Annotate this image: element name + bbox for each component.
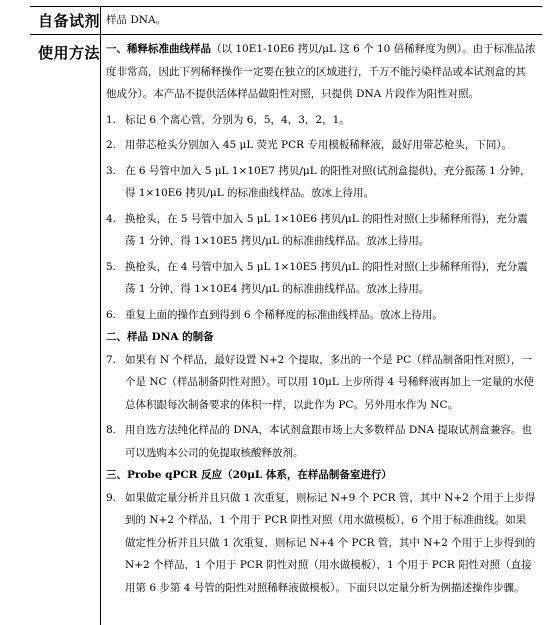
- reagent-method-table: [30, 6, 542, 625]
- item-text: 如果有 N 个样品，最好设置 N+2 个提取，多出的一个是 PC（样品制备阳性对照），一个是 NC（样品制备阴性对照）。可以用 10μL 上步所得 4 号稀释液再加上一定量的水使总体积跟每次制备要求的体积一样，以此作为 PC。另外用水作为 NC。: [125, 353, 534, 411]
- item-text: 重复上面的操作直到得到 6 个稀释度的标准曲线样品。放冰上待用。: [125, 308, 443, 321]
- list-item: [106, 109, 536, 132]
- list-item: [106, 349, 536, 417]
- section-2-heading: 二、样品 DNA 的制备: [106, 331, 214, 343]
- list-item: [106, 134, 536, 157]
- method-content: [106, 38, 536, 599]
- item-text: 换枪头，在 4 号管中加入 5 μL 1×10E5 拷贝/μL 的阳性对照(上步稀释所得)，充分震荡 1 分钟，得 1×10E4 拷贝/μL 的标准曲线样品。放冰上待用。: [125, 260, 528, 295]
- item-text: 换枪头，在 5 号管中加入 5 μL 1×10E6 拷贝/μL 的阳性对照(上步稀释所得)，充分震荡 1 分钟，得 1×10E5 拷贝/μL 的标准曲线样品。放冰上待用。: [125, 212, 528, 247]
- section-1: [106, 38, 536, 106]
- item-text: 标记 6 个离心管，分别为 6，5，4，3，2，1。: [125, 113, 350, 126]
- item-number: 8.: [106, 424, 117, 436]
- item-number: 5.: [106, 260, 117, 273]
- column-divider: [100, 6, 101, 625]
- item-text: 在 6 号管中加入 5 μL 1×10E7 拷贝/μL 的阳性对照(试剂盒提供)，充分振荡 1 分钟，得 1×10E6 拷贝/μL 的标准曲线样品。放冰上待用。: [125, 164, 531, 199]
- row-label-reagent: 自备试剂: [38, 12, 101, 30]
- list-item: [106, 419, 536, 464]
- item-number: 1.: [106, 113, 117, 126]
- item-number: 4.: [106, 212, 117, 225]
- list-item: [106, 160, 536, 205]
- list-item: [106, 487, 536, 600]
- row-label-method: 使用方法: [38, 44, 101, 62]
- list-item: [106, 256, 536, 301]
- table-top-border: [30, 6, 542, 7]
- section-1-heading: 一、稀释标准曲线样品: [106, 43, 211, 55]
- item-text: 用自选方法纯化样品的 DNA，本试剂盒跟市场上大多数样品 DNA 提取试剂盒兼容。也可以选购本公司的免提取核酸释放剂。: [125, 424, 532, 459]
- section-3-heading: 三、Probe qPCR 反应（20μL 体系，在样品制备室进行）: [106, 469, 392, 481]
- section-1-intro: （以 10E1-10E6 拷贝/μL 这 6 个 10 倍稀释度为例）。由于标准品浓度非常高，因此下列稀释操作一定要在独立的区域进行，千万不能污染样品或本试剂盒的其他成分）。本产品不提供活体样品做阳性对照，只提供 DNA 片段作为阳性对照。: [106, 43, 536, 100]
- list-item: [106, 208, 536, 253]
- item-number: 9.: [106, 491, 117, 504]
- item-number: 2.: [106, 139, 117, 151]
- reagent-text: 样品 DNA。: [106, 14, 167, 26]
- item-text: 用带芯枪头分别加入 45 μL 荧光 PCR 专用模板稀释液，最好用带芯枪头，下同）。: [125, 139, 513, 151]
- item-text: 如果做定量分析并且只做 1 次重复，则标记 N+9 个 PCR 管，其中 N+2 个用于上步得到的 N+2 个样品，1 个用于 PCR 阴性对照（用水做模板），6 个用于标准曲线。如果做定性分析并且只做 1 次重复，则标记 N+4 个 PCR 管，其中 N+2 个用于上步得到的 N+2 个样品，1 个用于 PCR 阴性对照（用水做模板），1 个用于 PCR 阳性对照（直接用第 6 步第 4 号管的阳性对照稀释液做模板）。下面只以定量分析为例描述操作步骤。: [125, 491, 536, 594]
- row-text-reagent: [106, 9, 536, 32]
- row-divider: [30, 34, 542, 35]
- item-number: 3.: [106, 164, 117, 177]
- item-number: 6.: [106, 308, 117, 321]
- list-item: [106, 304, 536, 327]
- item-number: 7.: [106, 353, 117, 366]
